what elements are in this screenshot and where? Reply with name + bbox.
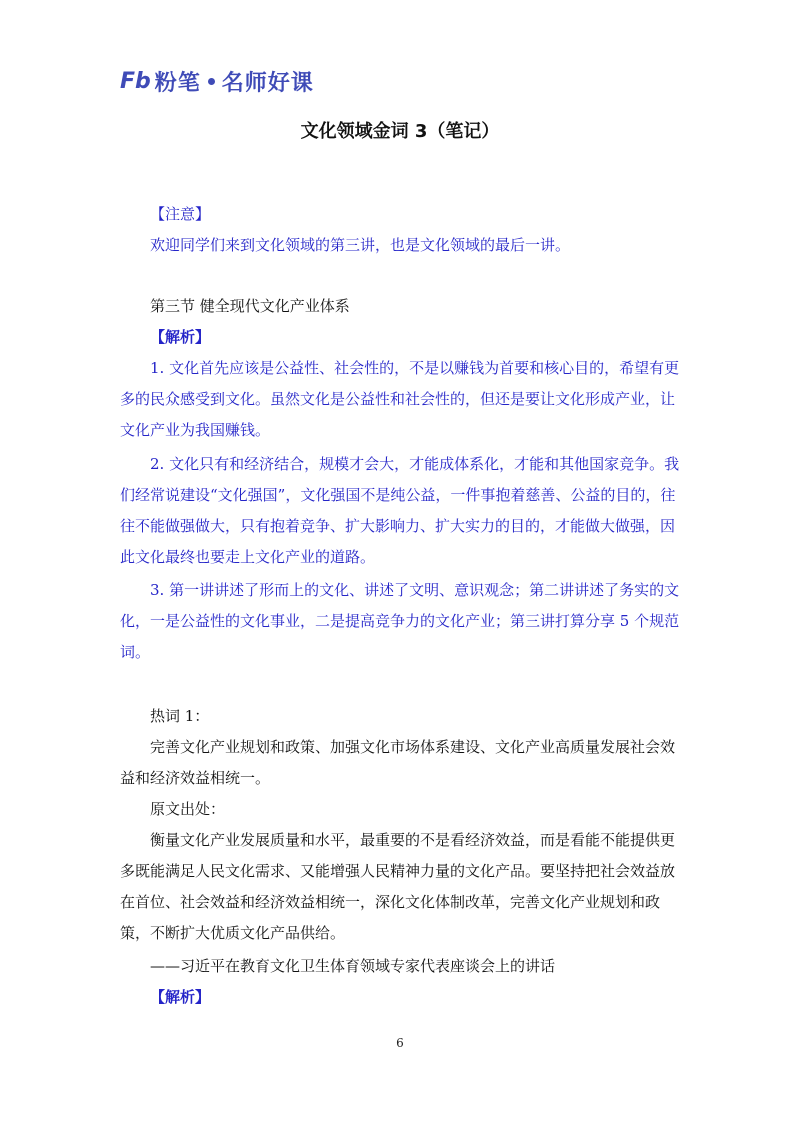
analysis-point-1: 1. 文化首先应该是公益性、社会性的，不是以赚钱为首要和核心目的，希望有更多的民众感受到文化。虽然文化是公益性和社会性的，但还是要让文化形成产业，让文化产业为我国赚钱。 <box>120 359 680 439</box>
brand-name: 粉笔 <box>154 70 201 96</box>
source-text: 衡量文化产业发展质量和水平，最重要的不是看经济效益，而是看能不能提供更多既能满足人民文化需求、又能增强人民精神力量的文化产品。要坚持把社会效益放在首位、社会效益和经济效益相统一，深化文化体制改革，完善文化产业规划和政策，不断扩大优质文化产品供给。 <box>120 831 676 942</box>
hotword-text: 完善文化产业规划和政策、加强文化市场体系建设、文化产业高质量发展社会效益和经济效益相统一。 <box>120 738 676 787</box>
analysis-label: 【解析】 <box>150 988 211 1006</box>
source-label: 原文出处： <box>150 800 226 818</box>
source-attribution: ——习近平在教育文化卫生体育领域专家代表座谈会上的讲话 <box>150 957 556 975</box>
analysis-label: 【解析】 <box>150 328 211 346</box>
logo-separator-dot <box>208 78 215 85</box>
hotword-label: 热词 1： <box>150 707 210 725</box>
analysis-point-2: 2. 文化只有和经济结合，规模才会大，才能成体系化，才能和其他国家竞争。我们经常说建设“文化强国”，文化强国不是纯公益，一件事抱着慈善、公益的目的，往往不能做强做大，只有抱着竞争、扩大影响力、扩大实力的目的，才能做大做强，因此文化最终也要走上文化产业的道路。 <box>120 455 680 566</box>
brand-slogan: 名师好课 <box>221 70 314 96</box>
analysis-point-3: 3. 第一讲讲述了形而上的文化、讲述了文明、意识观念；第二讲讲述了务实的文化，一是公益性的文化事业，二是提高竞争力的文化产业；第三讲打算分享 5 个规范词。 <box>120 581 680 661</box>
notice-label: 【注意】 <box>150 205 211 223</box>
section-title: 第三节 健全现代文化产业体系 <box>150 297 350 315</box>
notice-text: 欢迎同学们来到文化领域的第三讲，也是文化领域的最后一讲。 <box>150 236 571 254</box>
document-title: 文化领域金词 3（笔记） <box>300 121 500 142</box>
brand-logo <box>120 66 314 96</box>
page-number: 6 <box>396 1036 404 1050</box>
brand-mark: Fb <box>120 68 151 94</box>
